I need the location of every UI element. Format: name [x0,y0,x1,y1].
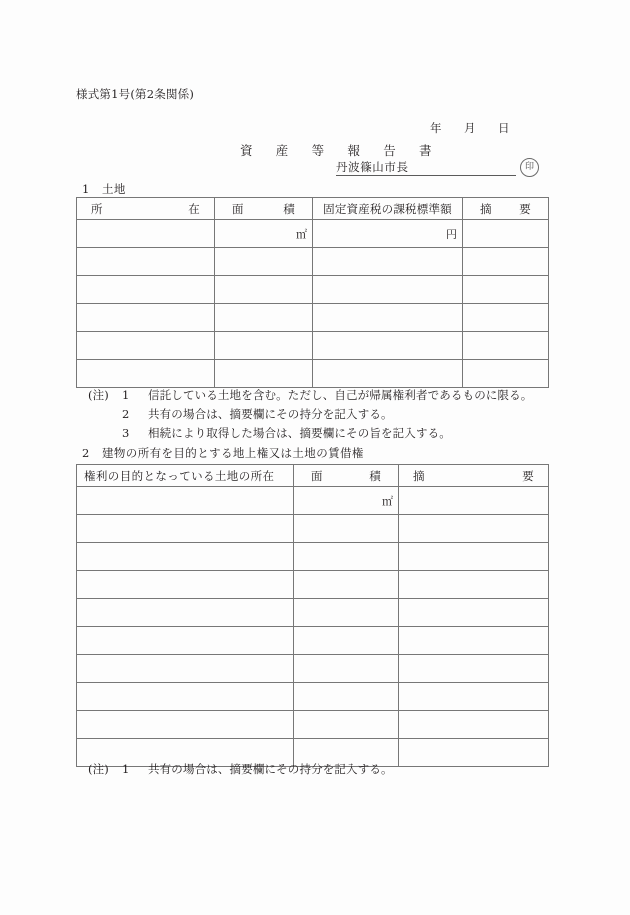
cell-area[interactable] [215,220,313,248]
header-cell-tax-base [313,198,463,220]
unit-square-meter: ㎡ [296,227,307,241]
cell-remarks[interactable] [399,571,549,599]
header-remarks-right: 要 [522,468,534,483]
header-remarks-left: 摘 [480,201,492,216]
note-text: 共有の場合は、摘要欄にその持分を記入する。 [148,407,393,421]
table-row [77,571,549,599]
cell-remarks[interactable] [463,360,549,388]
cell-location[interactable] [77,304,215,332]
cell-area[interactable] [215,360,313,388]
header-area-left: 面 [311,468,323,483]
date-line [430,120,518,136]
table-row [77,220,549,248]
section-1-number: 1 [82,182,90,196]
table-row [77,711,549,739]
header-cell-remarks [463,198,549,220]
cell-tax-base[interactable] [313,360,463,388]
cell-area[interactable] [215,332,313,360]
header-location-left: 所 [91,201,103,216]
cell-area[interactable] [215,276,313,304]
addressee-name: 丹波篠山市長 [336,160,409,174]
header-cell-right-location [77,465,294,487]
note-number: 1 [122,762,130,776]
notes-tag: (注) [88,762,109,776]
section-2-notes [88,761,393,780]
cell-location[interactable] [77,360,215,388]
note-text: 共有の場合は、摘要欄にその持分を記入する。 [148,762,393,776]
cell-right-location[interactable] [77,571,294,599]
cell-remarks[interactable] [399,655,549,683]
date-month-label: 月 [464,121,476,135]
document-title: 資 産 等 報 告 書 [240,143,437,158]
header-area-right: 積 [369,468,381,483]
rights-table [76,464,549,767]
table-row [77,332,549,360]
cell-remarks[interactable] [463,248,549,276]
note-line [88,387,532,406]
header-remarks-right: 要 [519,201,531,216]
cell-remarks[interactable] [399,683,549,711]
cell-location[interactable] [77,276,215,304]
cell-area[interactable] [294,571,399,599]
rights-table-body [77,487,549,767]
cell-tax-base[interactable] [313,276,463,304]
cell-location[interactable] [77,332,215,360]
cell-tax-base[interactable] [313,304,463,332]
cell-right-location[interactable] [77,655,294,683]
land-table [76,197,549,388]
cell-tax-base[interactable] [313,220,463,248]
header-area-left: 面 [232,201,244,216]
addressee-block [336,159,538,179]
note-line [88,406,532,425]
section-2-label: 建物の所有を目的とする地上権又は土地の賃借権 [102,446,364,460]
cell-right-location[interactable] [77,599,294,627]
table-row [77,599,549,627]
table-header-row [77,465,549,487]
note-text: 信託している土地を含む。ただし、自己が帰属権利者であるものに限る。 [148,388,533,402]
cell-area[interactable] [294,711,399,739]
table-row [77,683,549,711]
cell-area[interactable] [294,683,399,711]
section-1-notes [88,387,532,444]
cell-location[interactable] [77,220,215,248]
unit-yen: 円 [446,227,457,241]
section-2-number: 2 [82,446,90,460]
cell-remarks[interactable] [399,487,549,515]
date-day-label: 日 [498,121,510,135]
unit-square-meter: ㎡ [382,494,393,508]
table-row [77,655,549,683]
header-cell-area [294,465,399,487]
signature-rule [336,175,516,176]
cell-remarks[interactable] [463,276,549,304]
section-1-label: 土地 [102,182,126,196]
cell-area[interactable] [215,248,313,276]
cell-area[interactable] [294,487,399,515]
table-row [77,304,549,332]
header-cell-location [77,198,215,220]
header-remarks-left: 摘 [413,468,425,483]
cell-area[interactable] [215,304,313,332]
note-text: 相続により取得した場合は、摘要欄にその旨を記入する。 [148,426,451,440]
header-cell-remarks [399,465,549,487]
table-row [77,515,549,543]
cell-right-location[interactable] [77,683,294,711]
cell-area[interactable] [294,599,399,627]
table-row [77,276,549,304]
cell-remarks[interactable] [399,627,549,655]
cell-remarks[interactable] [399,515,549,543]
seal-icon: 印 [520,158,539,177]
cell-right-location[interactable] [77,711,294,739]
cell-remarks[interactable] [463,220,549,248]
cell-area[interactable] [294,627,399,655]
header-area-right: 積 [283,201,295,216]
header-tax-base-text: 固定資産税の課税標準額 [323,201,452,216]
note-number: 1 [122,388,130,402]
header-right-location-text: 権利の目的となっている土地の所在 [84,468,275,483]
cell-remarks[interactable] [463,332,549,360]
cell-right-location[interactable] [77,487,294,515]
table-row [77,543,549,571]
cell-right-location[interactable] [77,543,294,571]
cell-remarks[interactable] [399,543,549,571]
land-table-body [77,220,549,388]
table-row [77,627,549,655]
cell-tax-base[interactable] [313,248,463,276]
header-cell-area [215,198,313,220]
cell-area[interactable] [294,515,399,543]
cell-remarks[interactable] [399,599,549,627]
note-line [88,425,532,444]
table-row [77,360,549,388]
cell-remarks[interactable] [399,711,549,739]
cell-right-location[interactable] [77,627,294,655]
cell-remarks[interactable] [399,739,549,767]
header-location-right: 在 [188,201,200,216]
cell-area[interactable] [294,543,399,571]
cell-tax-base[interactable] [313,332,463,360]
form-number: 様式第1号(第2条関係) [76,87,195,101]
section-1-heading [82,181,126,197]
cell-right-location[interactable] [77,515,294,543]
notes-tag: (注) [88,388,109,402]
date-year-label: 年 [430,121,442,135]
note-number: 2 [122,407,130,421]
cell-remarks[interactable] [463,304,549,332]
note-number: 3 [122,426,130,440]
table-header-row [77,198,549,220]
cell-area[interactable] [294,655,399,683]
table-row [77,248,549,276]
cell-location[interactable] [77,248,215,276]
note-line [88,761,393,780]
table-row [77,487,549,515]
section-2-heading [82,445,364,461]
